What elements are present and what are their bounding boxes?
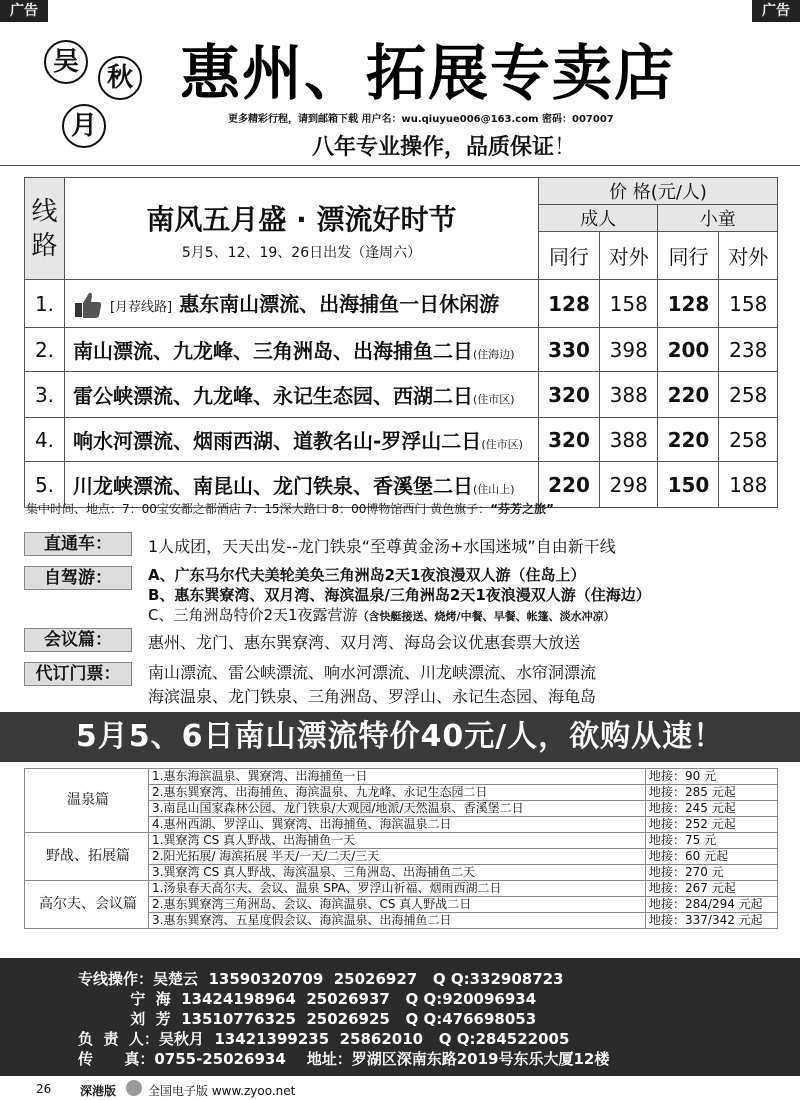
header-divider	[0, 165, 800, 166]
package-price: 地接：90 元	[646, 769, 778, 785]
package-item: 3.巽寮湾 CS 真人野战、海滨温泉、三角洲岛、出海捕鱼二天	[149, 865, 646, 881]
page-number: 26	[36, 1082, 52, 1096]
route-number: 4.	[25, 418, 65, 462]
col-route-header: 线 路	[25, 178, 65, 280]
stamp-qiu: 秋	[98, 56, 142, 100]
headline: 南风五月盛 · 漂流好时节	[146, 203, 457, 236]
self-drive-c: C、三角洲岛特价2天1夜露营游（含快艇接送、烧烤/中餐、早餐、帐篷、淡水冲凉）	[148, 606, 615, 624]
price-adult-duiwai: 158	[599, 280, 658, 328]
adult-duiwai-header: 对外	[599, 232, 658, 280]
package-price: 地接：270 元	[646, 865, 778, 881]
contact-line: 刘 芳 13510776325 25026925 Q Q:476698053	[78, 1010, 537, 1028]
package-price: 地接：75 元	[646, 833, 778, 849]
package-price: 地接：60 元起	[646, 849, 778, 865]
package-item: 1.惠东海滨温泉、巽寮湾、出海捕鱼一日	[149, 769, 646, 785]
tickets-text-1: 南山漂流、雷公峡漂流、响水河漂流、川龙峡漂流、水帘洞漂流	[148, 663, 597, 682]
contact-line: 宁 海 13424198964 25026937 Q Q:920096934	[78, 990, 537, 1008]
package-price: 地接：252 元起	[646, 817, 778, 833]
price-adult-tong: 128	[539, 280, 600, 328]
tickets-label: 代订门票：	[24, 662, 132, 686]
route-row	[25, 418, 778, 462]
slogan: 八年专业操作，品质保证！	[312, 135, 577, 160]
tickets-text-2: 海滨温泉、龙门铁泉、三角洲岛、罗浮山、永记生态园、海龟岛	[148, 687, 597, 706]
package-item: 3.南昆山国家森林公园、龙门铁泉/大观园/地派/天然温泉、香溪堡二日	[149, 801, 646, 817]
route-name: 雷公峡漂流、九龙峰、永记生态园、西湖二日(住市区)	[65, 372, 539, 418]
price-adult-tong: 320	[539, 418, 600, 462]
adult-header: 成人	[539, 205, 658, 232]
price-child-duiwai: 238	[719, 328, 778, 372]
price-adult-tong: 330	[539, 328, 600, 372]
package-item: 2.阳光拓展/ 海滨拓展 半天/一天/二天/三天	[149, 849, 646, 865]
thumbs-up-icon	[73, 291, 103, 319]
child-duiwai-header: 对外	[719, 232, 778, 280]
package-item: 4.惠州西湖、罗浮山、巽寮湾、出海捕鱼、海滨温泉二日	[149, 817, 646, 833]
route-number: 5.	[25, 462, 65, 508]
self-drive-b: B、惠东巽寮湾、双月湾、海滨温泉/三角洲岛2天1夜浪漫双人游（住海边）	[148, 586, 651, 604]
price-adult-tong: 320	[539, 372, 600, 418]
price-child-duiwai: 258	[719, 418, 778, 462]
page-title: 惠州、拓展专卖店	[180, 39, 676, 109]
price-adult-tong: 220	[539, 462, 600, 508]
package-category: 高尔夫、会议篇	[25, 881, 149, 929]
self-drive-label: 自驾游：	[24, 566, 132, 590]
page-footer	[0, 1076, 800, 1100]
package-item: 3.惠东巽寮湾、五星度假会议、海滨温泉、出海捕鱼二日	[149, 913, 646, 929]
price-child-duiwai: 258	[719, 372, 778, 418]
child-header: 小童	[658, 205, 778, 232]
package-item: 1.巽寮湾 CS 真人野战、出海捕鱼一天	[149, 833, 646, 849]
departure-dates: 5月5、12、19、26日出发（逢周六）	[181, 245, 422, 261]
stamp-wu: 吴	[44, 40, 88, 84]
package-category: 温泉篇	[25, 769, 149, 833]
route-number: 3.	[25, 372, 65, 418]
package-item: 1.汤泉春天高尔夫、会议、温泉 SPA、罗浮山祈福、烟雨西湖二日	[149, 881, 646, 897]
contact-line: 负 责 人：吴秋月 13421399235 25862010 Q Q:284522005	[78, 1030, 570, 1048]
direct-label: 直通车：	[24, 532, 132, 556]
meeting-text: 惠州、龙门、惠东巽寮湾、双月湾、海岛会议优惠套票大放送	[148, 633, 581, 652]
package-price: 地接：284/294 元起	[646, 897, 778, 913]
direct-text: 1人成团，天天出发--龙门铁泉“至尊黄金汤+水国迷城”自由新干线	[148, 537, 616, 556]
account-info: 更多精彩行程，请到邮箱下载 用户名：wu.qiuyue006@163.com 密码：007007	[228, 114, 614, 125]
package-category: 野战、拓展篇	[25, 833, 149, 881]
adult-tong-header: 同行	[539, 232, 600, 280]
site-link[interactable]: 全国电子版 www.zyoo.net	[148, 1084, 296, 1098]
package-table	[24, 768, 778, 929]
price-child-tong: 220	[658, 372, 719, 418]
price-child-tong: 128	[658, 280, 719, 328]
price-header: 价 格(元/人)	[539, 178, 778, 205]
package-price: 地接：267 元起	[646, 881, 778, 897]
child-tong-header: 同行	[658, 232, 719, 280]
price-child-tong: 220	[658, 418, 719, 462]
price-adult-duiwai: 298	[599, 462, 658, 508]
promo-banner: 5月5、6日南山漂流特价40元/人，欲购从速！	[0, 712, 800, 762]
ad-tag-left: 广告	[0, 0, 48, 22]
price-adult-duiwai: 388	[599, 418, 658, 462]
route-number: 1.	[25, 280, 65, 328]
meeting-info: 集中时间、地点：7：00宝安都之都酒店 7：15深大路口 8：00博物馆西门 黄色旗子：“芬芳之旅”	[26, 502, 554, 516]
route-price-table	[24, 177, 778, 508]
meeting-label: 会议篇：	[24, 628, 132, 652]
route-name: 响水河漂流、烟雨西湖、道教名山-罗浮山二日(住市区)	[65, 418, 539, 462]
self-drive-a: A、广东马尔代夫美轮美奂三角洲岛2天1夜浪漫双人游（住岛上）	[148, 566, 586, 584]
price-adult-duiwai: 388	[599, 372, 658, 418]
headline-cell	[65, 178, 539, 280]
logo-icon	[126, 1080, 142, 1096]
price-child-duiwai: 158	[719, 280, 778, 328]
contact-line: 传 真：0755-25026934 地址：罗湖区深南东路2019号东乐大厦12楼	[78, 1050, 610, 1068]
package-price: 地接：285 元起	[646, 785, 778, 801]
price-child-tong: 150	[658, 462, 719, 508]
route-number: 2.	[25, 328, 65, 372]
package-item: 2.惠东巽寮湾三角洲岛、会议、海滨温泉、CS 真人野战二日	[149, 897, 646, 913]
contact-footer	[0, 958, 800, 1076]
route-row	[25, 280, 778, 328]
package-price: 地接：245 元起	[646, 801, 778, 817]
route-row	[25, 372, 778, 418]
package-price: 地接：337/342 元起	[646, 913, 778, 929]
ad-tag-right: 广告	[752, 0, 800, 22]
price-adult-duiwai: 398	[599, 328, 658, 372]
price-child-duiwai: 188	[719, 462, 778, 508]
route-row	[25, 328, 778, 372]
price-child-tong: 200	[658, 328, 719, 372]
route-name: 南山漂流、九龙峰、三角洲岛、出海捕鱼二日(住海边)	[65, 328, 539, 372]
package-item: 2.惠东巽寮湾、出海捕鱼、海滨温泉、九龙峰、永记生态园二日	[149, 785, 646, 801]
edition: 深港版	[80, 1084, 117, 1098]
contact-line: 专线操作：吴楚云 13590320709 25026927 Q Q:332908723	[78, 970, 564, 988]
stamp-yue: 月	[62, 104, 106, 148]
route-name: 川龙峡漂流、南昆山、龙门铁泉、香溪堡二日(住山上)	[65, 462, 539, 508]
route-name: [月荐线路] 惠东南山漂流、出海捕鱼一日休闲游	[65, 280, 539, 328]
